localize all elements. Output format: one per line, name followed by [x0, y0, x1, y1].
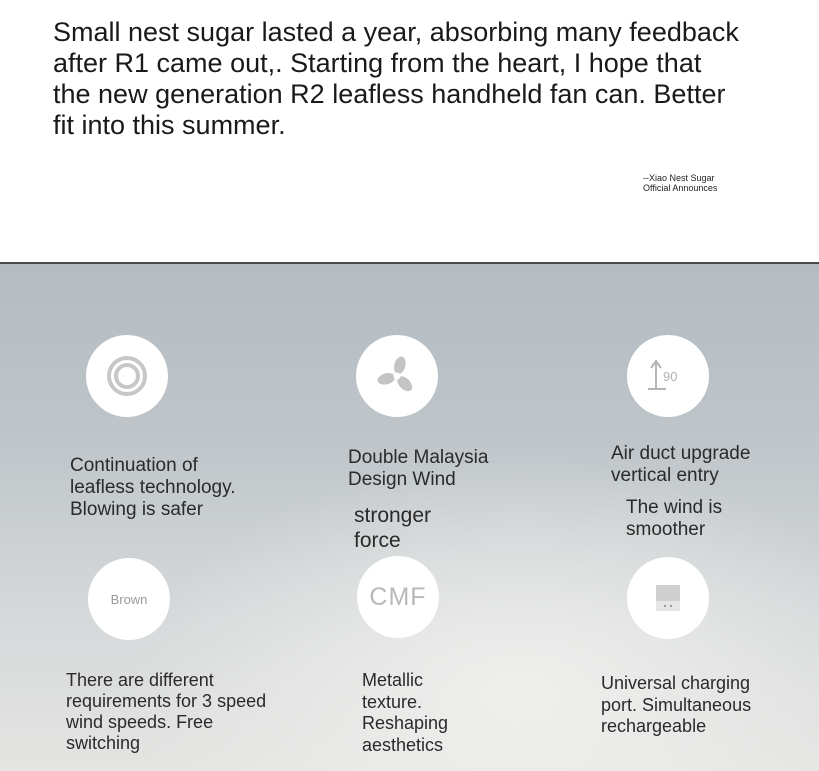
intro-line: Small nest sugar lasted a year, absorbing many feedback [53, 17, 739, 47]
speeds-icon-label: Brown [110, 591, 148, 607]
feature-cmf-text [362, 670, 448, 756]
feature-line: vertical entry [611, 465, 719, 486]
air-duct-icon-label: 90 [663, 369, 678, 384]
charging-port-icon [648, 578, 688, 618]
feature-line: There are different [66, 670, 214, 690]
feature-line: Design Wind [348, 469, 456, 490]
intro-paragraph [53, 17, 793, 141]
cmf-icon-label: CMF [369, 582, 427, 611]
feature-design-wind-text [348, 447, 488, 491]
feature-line: force [354, 529, 401, 552]
feature-leafless-text [70, 455, 235, 521]
intro-line: the new generation R2 leafless handheld fan can. Better [53, 79, 726, 109]
feature-line: switching [66, 733, 141, 753]
feature-air-duct-text [611, 443, 750, 487]
fan-icon-badge [356, 335, 438, 417]
attribution [643, 173, 717, 193]
feature-line: The wind is [626, 497, 723, 518]
speeds-icon-badge [88, 558, 170, 640]
attribution-author: --Xiao Nest Sugar [643, 173, 715, 183]
intro-section [0, 0, 819, 262]
feature-line: stronger [354, 504, 432, 527]
feature-line: Air duct upgrade [611, 443, 751, 464]
feature-line: rechargeable [601, 716, 707, 736]
feature-line: wind speeds. Free [66, 712, 214, 732]
cmf-icon-badge [357, 556, 439, 638]
feature-line: Blowing is safer [70, 499, 204, 520]
intro-line: fit into this summer. [53, 110, 286, 140]
fan-icon [375, 354, 419, 398]
air-duct-icon-badge [627, 335, 709, 417]
feature-charging-text [601, 673, 751, 738]
feature-line: Reshaping [362, 713, 449, 733]
feature-line: leafless technology. [70, 477, 236, 498]
feature-line: port. Simultaneous [601, 694, 752, 715]
vertical-90-icon [644, 354, 692, 398]
attribution-note: Official Announces [643, 183, 718, 193]
feature-line: Double Malaysia [348, 447, 489, 468]
feature-line: requirements for 3 speed [66, 691, 267, 711]
feature-line: Continuation of [70, 455, 198, 476]
charging-icon-badge [627, 557, 709, 639]
concentric-rings-icon [105, 354, 149, 398]
features-panel [0, 264, 819, 771]
intro-line: after R1 came out,. Starting from the heart, I hope that [53, 48, 702, 78]
leafless-icon-badge [86, 335, 168, 417]
feature-speeds-text [66, 670, 266, 754]
feature-line: texture. [362, 691, 423, 712]
feature-line: aesthetics [362, 734, 444, 755]
feature-line: Metallic [362, 670, 424, 690]
feature-design-wind-subtext [354, 503, 431, 553]
feature-line: Universal charging [601, 673, 751, 693]
feature-air-duct-subtext [626, 497, 722, 541]
feature-line: smoother [626, 519, 706, 540]
